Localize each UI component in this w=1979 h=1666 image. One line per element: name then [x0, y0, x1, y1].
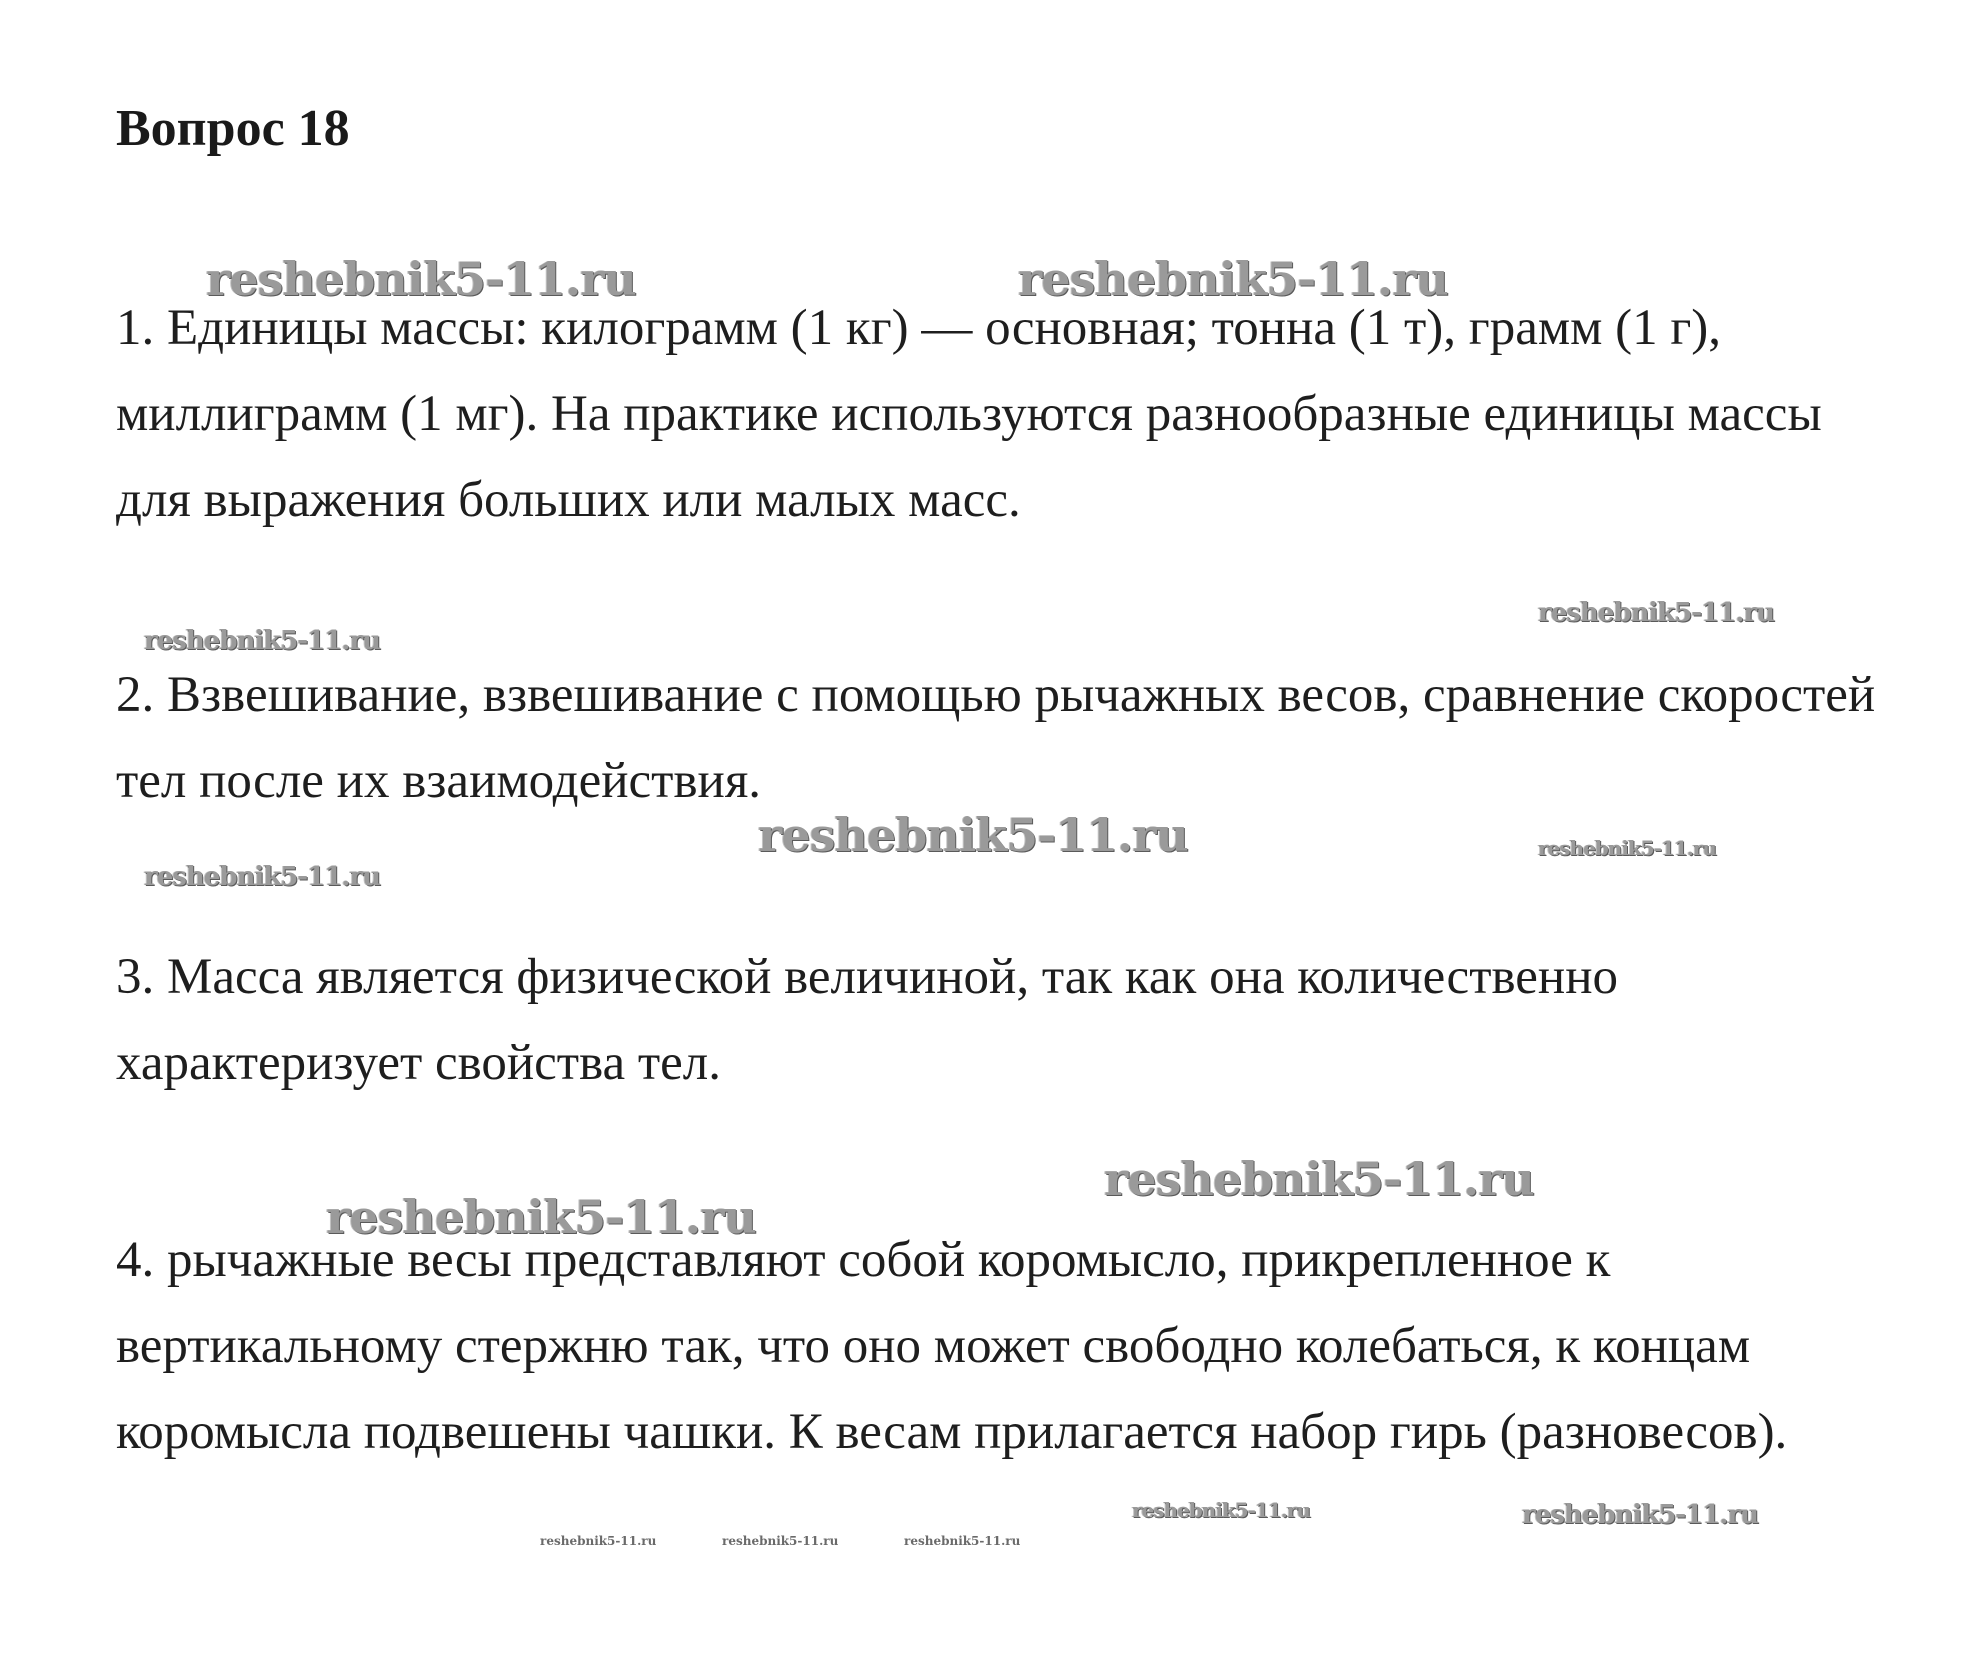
watermark: reshebnik5-11.ru: [758, 808, 1188, 862]
watermark: reshebnik5-11.ru: [540, 1534, 657, 1548]
answer-1: 1. Единицы массы: килограмм (1 кг) — основная; тонна (1 т), грамм (1 г), миллиграмм (1 мг). На практике используются разнообразные единицы массы для выражения больших или малых масс.: [116, 300, 1835, 528]
watermark: reshebnik5-11.ru: [722, 1534, 839, 1548]
watermark: reshebnik5-11.ru: [326, 1190, 756, 1244]
answer-3: 3. Масса является физической величиной, так как она количественно характеризует свойства тел.: [116, 949, 1631, 1091]
watermark: reshebnik5-11.ru: [1132, 1498, 1310, 1522]
watermark: reshebnik5-11.ru: [1538, 598, 1775, 628]
watermark: reshebnik5-11.ru: [144, 862, 381, 892]
question-title: Вопрос 18: [116, 100, 350, 157]
watermark: reshebnik5-11.ru: [1104, 1152, 1534, 1206]
answer-4: 4. рычажные весы представляют собой коромысло, прикрепленное к вертикальному стержню так, что оно может свободно колебаться, к концам коромысла подвешены чашки. К весам прилагается набор гирь (разновесов).: [116, 1232, 1788, 1460]
answer-2: 2. Взвешивание, взвешивание с помощью рычажных весов, сравнение скоростей тел после их взаимодействия.: [116, 667, 1888, 809]
watermark: reshebnik5-11.ru: [206, 252, 636, 306]
watermark: reshebnik5-11.ru: [1018, 252, 1448, 306]
watermark: reshebnik5-11.ru: [144, 626, 381, 656]
watermark: reshebnik5-11.ru: [1538, 836, 1716, 860]
watermark: reshebnik5-11.ru: [1522, 1500, 1759, 1530]
watermark: reshebnik5-11.ru: [904, 1534, 1021, 1548]
